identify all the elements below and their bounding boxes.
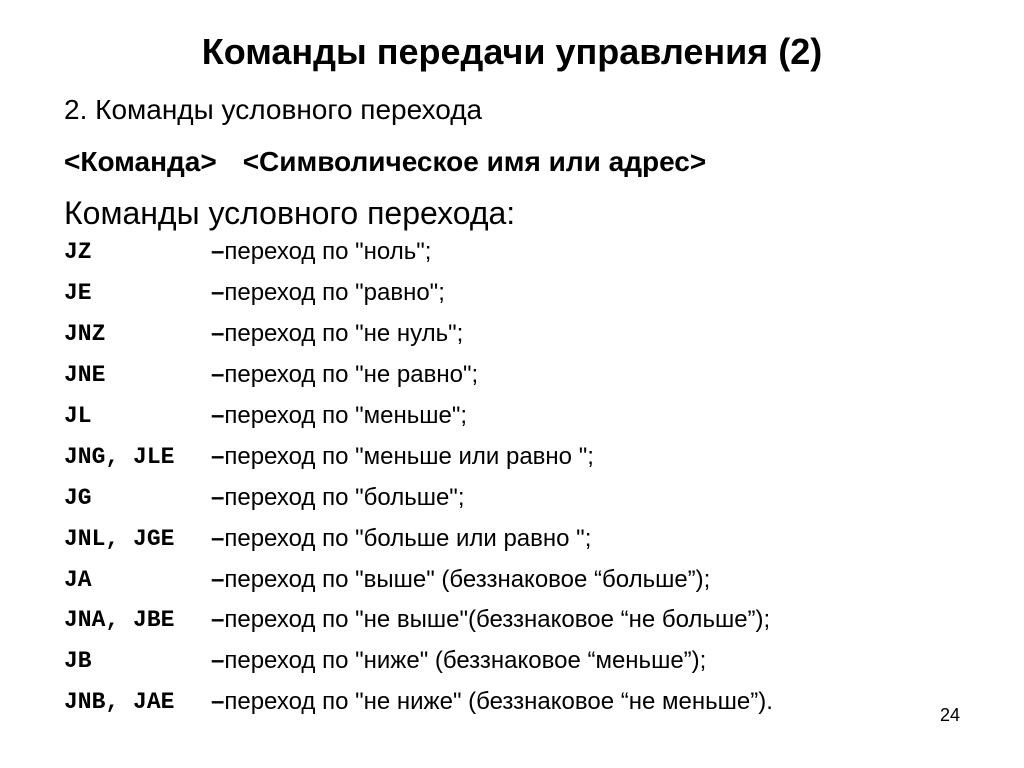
list-item [64,436,773,477]
dash: – [211,402,225,429]
dash: – [211,279,225,307]
command-description: переход по "больше"; [224,483,465,511]
command-description: переход по "меньше или равно "; [224,442,594,470]
command-code: JL [64,403,92,429]
list-item [64,232,773,273]
command-description: переход по "меньше"; [224,402,468,429]
command-code: JB [64,648,92,675]
list-item [64,518,773,559]
command-description: переход по "не нуль"; [224,320,464,348]
dash: – [211,361,225,389]
list-item [64,355,773,396]
command-description: переход по "не равно"; [224,361,479,389]
command-code: JNG, JLE [64,443,175,470]
page-number: 24 [939,705,960,725]
command-description: переход по "ноль"; [224,238,432,266]
list-item [64,477,773,518]
dash: – [211,565,225,593]
list-intro: Команды условного перехода: [64,195,516,231]
command-code: JG [64,484,92,511]
command-code: JE [64,280,92,307]
command-code: JZ [64,239,92,266]
dash: – [211,483,225,511]
list-item [64,600,773,641]
command-description: переход по "равно"; [224,279,445,307]
dash: – [211,442,225,470]
list-item [64,641,773,682]
slide-title: Команды передачи управления (2) [201,31,823,72]
syntax-line [64,142,706,182]
dash: – [211,688,225,716]
command-description: переход по "больше или равно "; [224,524,592,552]
dash: – [211,320,225,348]
dash: – [211,524,225,552]
dash: – [211,647,225,675]
dash: – [211,238,225,266]
command-description: переход по "не выше"(беззнаковое “не больше”); [224,606,771,634]
command-code: JNE [64,362,106,389]
command-description: переход по "выше" (беззнаковое “больше”); [224,565,711,593]
syntax-command: <Команда> [64,146,217,177]
command-code: JA [64,566,92,593]
list-item [64,559,773,600]
command-description: переход по "не ниже" (беззнаковое “не меньше”). [224,688,773,716]
command-code: JNA, JBE [64,607,175,634]
command-code: JNL, JGE [64,525,175,552]
command-list [64,232,773,723]
syntax-operand: <Символическое имя или адрес> [242,146,707,177]
list-item [64,273,773,314]
dash: – [211,606,225,634]
list-item [64,396,773,437]
list-item [64,682,773,723]
command-code: JNB, JAE [64,689,175,716]
list-item [64,314,773,355]
command-description: переход по "ниже" (беззнаковое “меньше”); [224,647,707,675]
command-code: JNZ [64,321,106,348]
section-heading: 2. Команды условного перехода [64,94,483,125]
